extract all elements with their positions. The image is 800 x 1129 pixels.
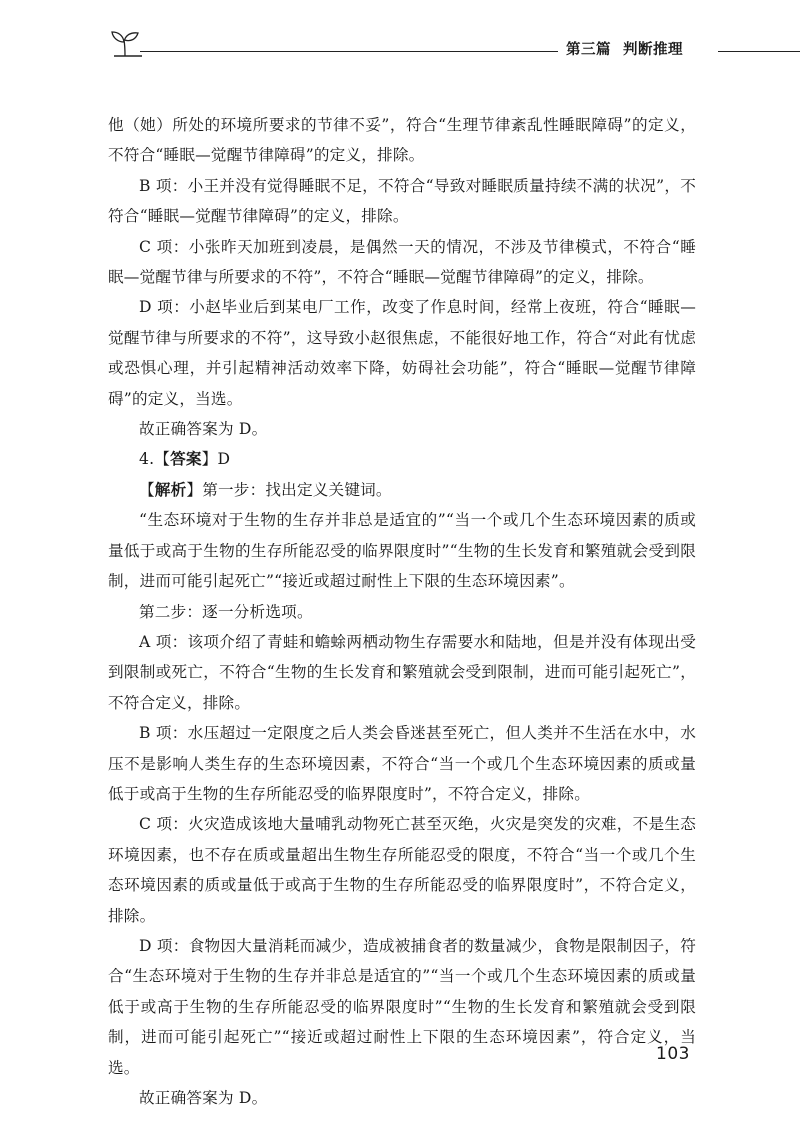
bracket-open: 【 — [139, 480, 155, 499]
paragraph-text: 故正确答案为 D。 — [139, 1089, 268, 1107]
paragraph-text: B 项：水压超过一定限度之后人类会昏迷甚至死亡，但人类并不生活在水中，水压不是影响人类生存的生态环境因素，不符合“当一个或几个生态环境因素的质或量低于或高于生物的生存所能忍受的临界限度时”，不符合定义，排除。 — [108, 724, 696, 803]
analysis-label: 解析 — [154, 480, 187, 499]
page-body — [108, 110, 696, 1113]
paragraph — [108, 232, 696, 293]
answer-value: D — [217, 450, 231, 469]
bracket-close: 】 — [186, 480, 203, 499]
paragraph-text: “生态环境对于生物的生存并非总是适宜的”“当一个或几个生态环境因素的质或量低于或高于生物的生存所能忍受的临界限度时”“生物的生长发育和繁殖就会受到限制，进而可能引起死亡”“接近或超过耐性上下限的生态环境因素”。 — [108, 511, 696, 591]
paragraph-text: 他（她）所处的环境所要求的节律不妥”，符合“生理节律紊乱性睡眠障碍”的定义，不符合“睡眠—觉醒节律障碍”的定义，排除。 — [108, 116, 696, 165]
page-number: 103 — [656, 1044, 690, 1064]
paragraph — [108, 718, 696, 809]
header-rule-left — [140, 51, 558, 52]
paragraph-text: B 项：小王并没有觉得睡眠不足，不符合“导致对睡眠质量持续不满的状况”，不符合“睡眠—觉醒节律障碍”的定义，排除。 — [108, 176, 696, 226]
paragraph — [108, 505, 696, 596]
paragraph-text: C 项：火灾造成该地大量哺乳动物死亡甚至灭绝，火灾是突发的灾难，不是生态环境因素，也不存在质或量超出生物生存所能忍受的限度，不符合“当一个或几个生态环境因素的质或量低于或高于生物的生存所能忍受的临界限度时”，不符合定义，排除。 — [108, 815, 696, 925]
paragraph-text: 故正确答案为 D。 — [139, 420, 268, 439]
header-rule-right — [718, 51, 800, 52]
page-header — [0, 0, 800, 80]
paragraph — [108, 597, 696, 627]
paragraph — [108, 110, 696, 171]
bracket-close: 】 — [201, 450, 218, 469]
paragraph — [108, 1083, 696, 1113]
analysis-text: 第一步：找出定义关键词。 — [202, 480, 392, 499]
paragraph — [108, 809, 696, 931]
sprout-icon — [108, 28, 142, 58]
paragraph-text: C 项：小张昨天加班到凌晨，是偶然一天的情况，不涉及节律模式，不符合“睡眠—觉醒节律与所要求的不符”，不符合“睡眠—觉醒节律障碍”的定义，排除。 — [108, 237, 696, 287]
answer-heading — [108, 444, 696, 474]
header-title — [566, 38, 683, 59]
paragraph — [108, 414, 696, 444]
paragraph — [108, 292, 696, 414]
analysis-heading — [108, 475, 696, 505]
paragraph — [108, 931, 696, 1083]
header-part: 第三篇 — [566, 42, 611, 58]
bracket-open: 【 — [154, 450, 171, 469]
paragraph — [108, 627, 696, 718]
paragraph-text: D 项：食物因大量消耗而减少，造成被捕食者的数量减少，食物是限制因子，符合“生态环境对于生物的生存并非总是适宜的”“当一个或几个生态环境因素的质或量低于或高于生物的生存所能忍受的临界限度时”“生物的生长发育和繁殖就会受到限制，进而可能引起死亡”“接近或超过耐性上下限的生态环境因素”，符合定义，当选。 — [108, 936, 696, 1077]
header-section-title: 判断推理 — [623, 42, 683, 58]
paragraph-text: 第二步：逐一分析选项。 — [139, 602, 313, 621]
paragraph-text: A 项：该项介绍了青蛙和蟾蜍两栖动物生存需要水和陆地，但是并没有体现出受到限制或死亡，不符合“生物的生长发育和繁殖就会受到限制，进而可能引起死亡”，不符合定义，排除。 — [108, 632, 696, 712]
paragraph-text: D 项：小赵毕业后到某电厂工作，改变了作息时间，经常上夜班，符合“睡眠—觉醒节律与所要求的不符”，这导致小赵很焦虑，不能很好地工作，符合“对此有忧虑或恐惧心理，并引起精神活动效率下降，妨碍社会功能”，符合“睡眠—觉醒节律障碍”的定义，当选。 — [108, 298, 696, 408]
paragraph — [108, 171, 696, 232]
question-number: 4. — [139, 450, 155, 469]
answer-label: 答案 — [170, 450, 202, 469]
